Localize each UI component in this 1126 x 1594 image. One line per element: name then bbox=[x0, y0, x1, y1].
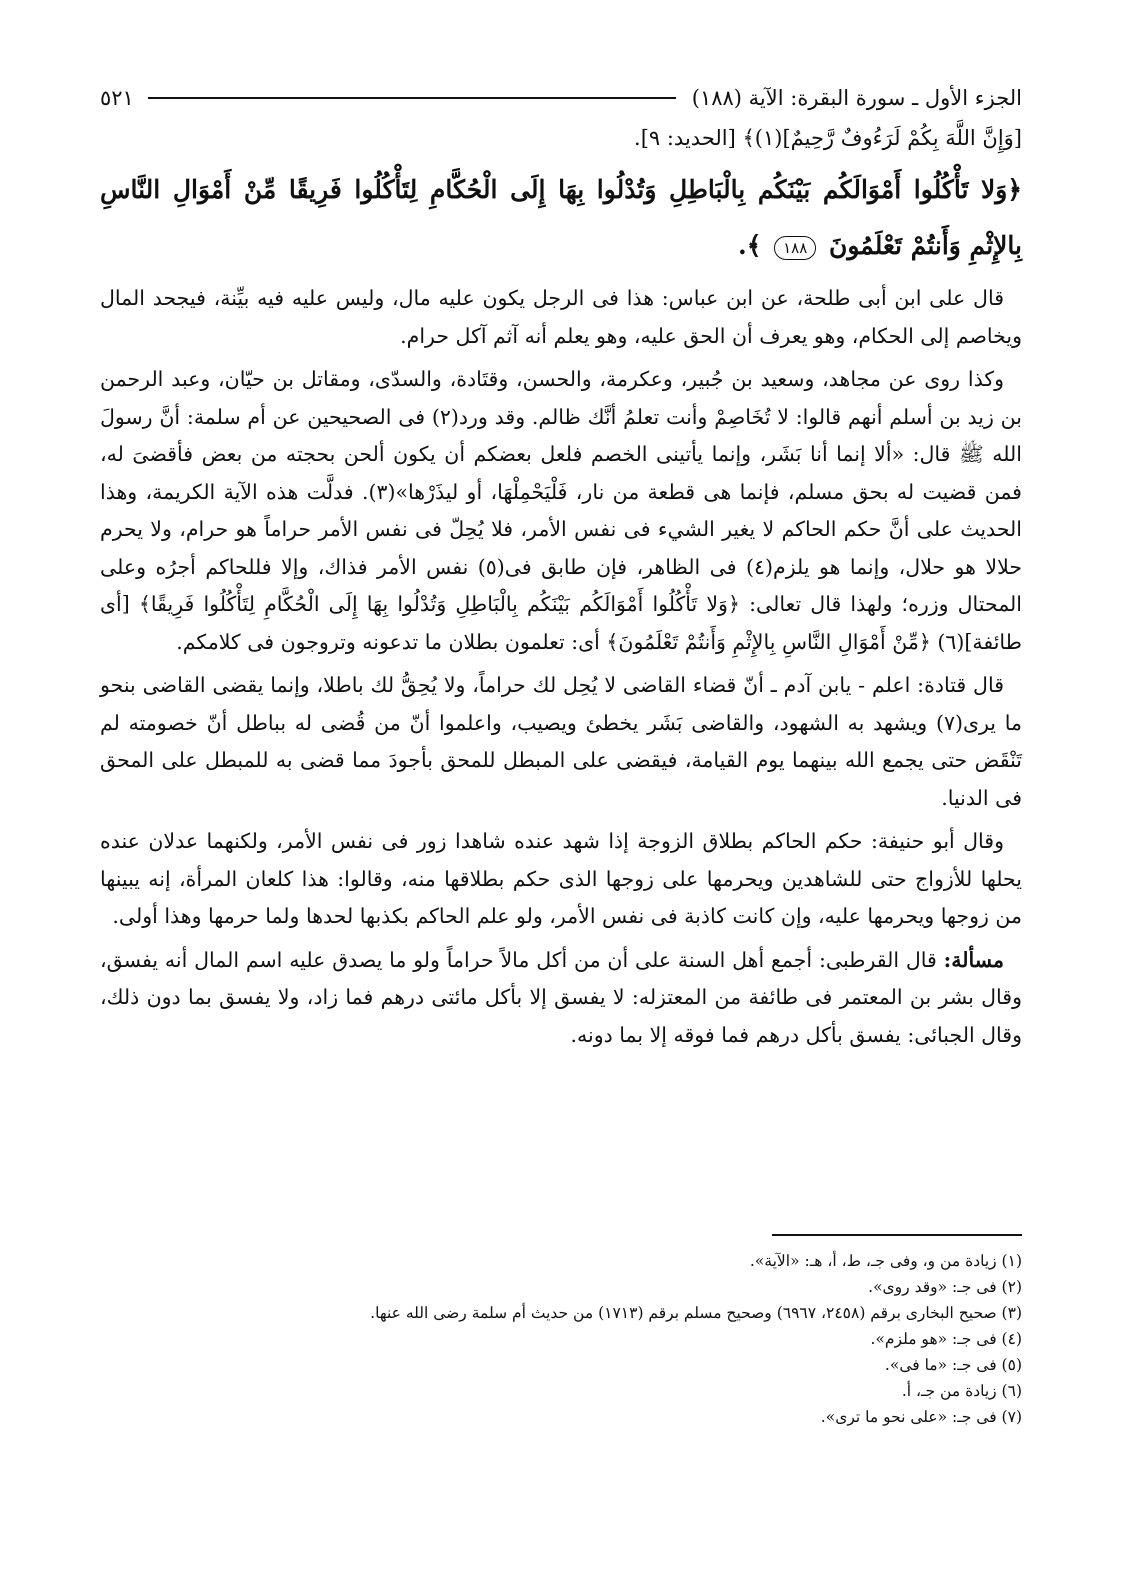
verse-close: ﴾. bbox=[738, 231, 762, 260]
masala-label: مسألة: bbox=[943, 947, 1004, 972]
ayah-number-marker: ١٨٨ bbox=[774, 236, 816, 260]
verse-text: ﴿وَلا تَأْكُلُوا أَمْوَالَكُم بَيْنَكُم بِالْبَاطِلِ وَتُدْلُوا بِهَا إِلَى الْحُكَّامِ لِتَأْكُلُوا فَرِيقًا مِّنْ أَمْوَالِ النَّاسِ بِالإِثْمِ وَأَنتُمْ تَعْلَمُونَ bbox=[100, 175, 1022, 260]
page-number: ٥٢١ bbox=[100, 86, 134, 110]
masala-text: قال القرطبى: أجمع أهل السنة على أن من أكل مالاً حراماً ولو ما يصدق عليه اسم المال أنه يفسق، وقال بشر بن المعتمر فى طائفة من المعتزله: لا يفسق إلا بأكل مائتى درهم فما زاد، ولا يفسق بما دون ذلك، وقال الجبائى: يفسق بأكل درهم فما فوقه إلا بما دونه. bbox=[100, 947, 1022, 1047]
running-header bbox=[100, 78, 1022, 118]
footnote-4: (٤) فى جـ: «هو ملزم». bbox=[870, 1330, 1022, 1348]
masala-paragraph bbox=[100, 942, 1022, 1055]
paragraph-4: وقال أبو حنيفة: حكم الحاكم بطلاق الزوجة إذا شهد عنده شاهدا زور فى نفس الأمر، ولكنهما عدلان عنده يحلها للأزواج حتى للشاهدين ويحرمها على زوجها الذى حكم بطلاقها منه، وقالوا: هذا كلعان المرأة، إنه يبينها من زوجها ويحرمها عليه، وإن كانت كاذبة فى نفس الأمر، ولو علم الحاكم بكذبها لحدها ولما حرمها وهذا أولى. bbox=[100, 829, 1022, 928]
footnote-2: (٢) فى جـ: «وقد روى». bbox=[868, 1278, 1022, 1296]
footnote-5: (٥) فى جـ: «ما فى». bbox=[884, 1356, 1022, 1374]
verse-continuation: [وَإِنَّ اللَّهَ بِكُمْ لَرَءُوفٌ رَّحِيمٌ](١)﴾ [الحديد: ٩]. bbox=[634, 126, 1022, 150]
paragraph-1: قال على ابن أبى طلحة، عن ابن عباس: هذا فى الرجل يكون عليه مال، وليس عليه فيه بيِّنة، فيجحد المال ويخاصم إلى الحكام، وهو يعرف أن الحق عليه، وهو يعلم أنه آثم آكل حرام. bbox=[100, 286, 1022, 348]
footnote-7: (٧) فى جـ: «على نحو ما ترى». bbox=[820, 1408, 1022, 1426]
book-page bbox=[100, 78, 1022, 1538]
paragraph-3: قال قتادة: اعلم - يابن آدم ـ أنّ قضاء القاضى لا يُحِل لك حراماً، ولا يُحِقُّ لك باطلا، وإنما يقضى القاضى بنحو ما يرى(٧) ويشهد به الشهود، والقاضى بَشَر يخطئ ويصيب، واعلموا أنّ من قُضى له بباطل أنّ خصومته لم تَنْقَض حتى يجمع الله بينهما يوم القيامة، فيقضى على المبطل للمحق بأجودَ مما قضى به للمبطل على المحق فى الدنيا. bbox=[100, 673, 1022, 810]
quran-verse bbox=[100, 162, 1022, 274]
footnote-6: (٦) زيادة من جـ، أ. bbox=[901, 1382, 1022, 1400]
header-rule bbox=[148, 97, 676, 99]
footnotes bbox=[100, 1248, 1022, 1430]
header-title: الجزء الأول ـ سورة البقرة: الآية (١٨٨) bbox=[682, 86, 1022, 110]
footnote-divider bbox=[772, 1234, 1022, 1236]
footnote-3: (٣) صحيح البخارى برقم (٢٤٥٨، ٦٩٦٧) وصحيح مسلم برقم (١٧١٣) من حديث أم سلمة رضى الله عنها. bbox=[370, 1304, 1022, 1322]
footnote-1: (١) زيادة من و، وفى جـ، ط، أ، هـ: «الآية». bbox=[749, 1252, 1022, 1270]
paragraph-2: وكذا روى عن مجاهد، وسعيد بن جُبير، وعكرمة، والحسن، وقتَادة، والسدّى، ومقاتل بن حيّان، وعبد الرحمن بن زيد بن أسلم أنهم قالوا: لا تُخَاصِمْ وأنت تعلمُ أنَّك ظالم. وقد ورد(٢) فى الصحيحين عن أم سلمة: أنَّ رسولَ الله ﷺ قال: «ألا إنما أنا بَشَر، وإنما يأتينى الخصم فلعل بعضكم أن يكون ألحن بحجته من بعض فأقضىَ له، فمن قضيت له بحق مسلم، فإنما هى قطعة من نار، فَلْيَحْمِلْهَا، أو ليذَرْها»(٣). فدلَّت هذه الآية الكريمة، وهذا الحديث على أنَّ حكم الحاكم لا يغير الشيء فى نفس الأمر، فلا يُحِلّ فى نفس الأمر حراماً هو حرام، ولا يحرم حلالا هو حلال، وإنما هو يلزم(٤) فى الظاهر، فإن طابق فى(٥) نفس الأمر فذاك، وإلا فللحاكم أجرُه وعلى المحتال وزره؛ ولهذا قال تعالى: ﴿وَلا تَأْكُلُوا أَمْوَالَكُم بَيْنَكُم بِالْبَاطِلِ وَتُدْلُوا بِهَا إِلَى الْحُكَّامِ لِتَأْكُلُوا فَرِيقًا﴾ [أى طائفة](٦) ﴿مِّنْ أَمْوَالِ النَّاسِ بِالإِثْمِ وَأَنتُمْ تَعْلَمُونَ﴾ أى: تعلمون بطلان ما تدعونه وتروجون فى كلامكم. bbox=[100, 367, 1022, 654]
